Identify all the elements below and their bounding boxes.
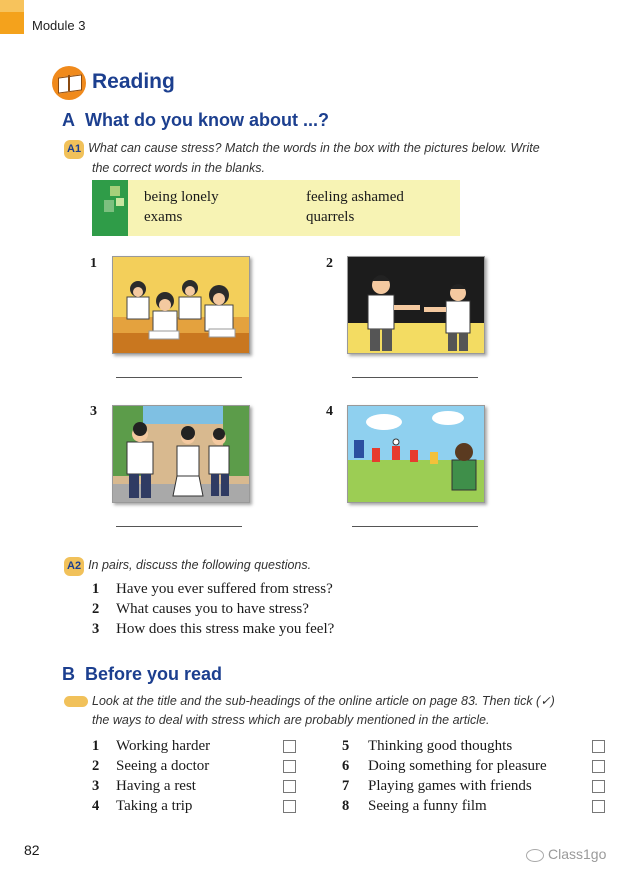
item-text: Thinking good thoughts — [368, 738, 513, 754]
picture-number: 4 — [326, 404, 333, 419]
book-icon — [52, 66, 86, 100]
a2-instruction-text: In pairs, discuss the following questions. — [88, 558, 312, 572]
picture-number: 3 — [90, 404, 97, 419]
word-item: exams — [144, 209, 183, 225]
item-text: Doing something for pleasure — [368, 758, 547, 774]
section-b-title: Before you read — [85, 664, 223, 684]
a1-instruction-line2: the correct words in the blanks. — [92, 161, 265, 175]
tick-checkbox[interactable] — [592, 740, 605, 753]
item-text: Taking a trip — [116, 798, 193, 814]
answer-blank[interactable] — [116, 377, 242, 378]
picture-number: 2 — [326, 256, 333, 271]
picture-quarrel — [347, 256, 485, 354]
item-text: Having a rest — [116, 778, 196, 794]
item-text: Seeing a funny film — [368, 798, 487, 814]
question-number: 2 — [92, 601, 100, 617]
a2-instruction — [64, 556, 311, 576]
item-number: 2 — [92, 758, 100, 774]
a1-tag: A1 — [64, 140, 84, 159]
page-title: Reading — [92, 70, 175, 93]
section-a-letter: A — [62, 110, 75, 130]
picture-exam-classroom — [112, 256, 250, 354]
item-text: Working harder — [116, 738, 211, 754]
watermark-text: Class1go — [548, 846, 607, 862]
section-a-title: What do you know about ...? — [85, 110, 329, 130]
tick-checkbox[interactable] — [283, 800, 296, 813]
page-number: 82 — [24, 842, 40, 858]
a1-instruction-line1: What can cause stress? Match the words in the box with the pictures below. Write — [88, 141, 540, 155]
item-number: 8 — [342, 798, 350, 814]
section-b-letter: B — [62, 664, 75, 684]
item-number: 3 — [92, 778, 100, 794]
chat-icon — [526, 849, 544, 862]
tick-checkbox[interactable] — [592, 760, 605, 773]
word-box-decoration — [92, 180, 128, 236]
answer-blank[interactable] — [352, 377, 478, 378]
tick-checkbox[interactable] — [283, 760, 296, 773]
question-text: What causes you to have stress? — [116, 601, 309, 617]
picture-lonely-student — [112, 405, 250, 503]
item-number: 5 — [342, 738, 350, 754]
item-text: Playing games with friends — [368, 778, 532, 794]
item-text: Seeing a doctor — [116, 758, 210, 774]
a2-tag: A2 — [64, 557, 84, 576]
watermark — [526, 846, 606, 862]
corner-tab-highlight — [0, 0, 24, 12]
b-tag — [64, 696, 88, 707]
word-item: feeling ashamed — [306, 189, 404, 205]
answer-blank[interactable] — [352, 526, 478, 527]
tick-checkbox[interactable] — [283, 740, 296, 753]
word-item: quarrels — [306, 209, 355, 225]
question-text: How does this stress make you feel? — [116, 621, 335, 637]
tick-checkbox[interactable] — [592, 800, 605, 813]
item-number: 4 — [92, 798, 100, 814]
answer-blank[interactable] — [116, 526, 242, 527]
item-number: 1 — [92, 738, 100, 754]
item-number: 6 — [342, 758, 350, 774]
section-a-heading — [62, 110, 329, 131]
tick-checkbox[interactable] — [283, 780, 296, 793]
item-number: 7 — [342, 778, 350, 794]
b-instruction-line2: the ways to deal with stress which are probably mentioned in the article. — [92, 713, 490, 727]
module-label: Module 3 — [32, 18, 86, 33]
question-number: 1 — [92, 581, 100, 597]
b-instruction — [64, 692, 624, 730]
picture-number: 1 — [90, 256, 97, 271]
a1-instruction — [64, 139, 624, 178]
picture-playground — [347, 405, 485, 503]
question-text: Have you ever suffered from stress? — [116, 581, 333, 597]
section-b-heading — [62, 664, 222, 685]
word-box — [92, 180, 460, 236]
tick-checkbox[interactable] — [592, 780, 605, 793]
b-instruction-line1: Look at the title and the sub-headings of the online article on page 83. Then tick (✓) — [92, 694, 555, 708]
word-item: being lonely — [144, 189, 219, 205]
question-number: 3 — [92, 621, 100, 637]
